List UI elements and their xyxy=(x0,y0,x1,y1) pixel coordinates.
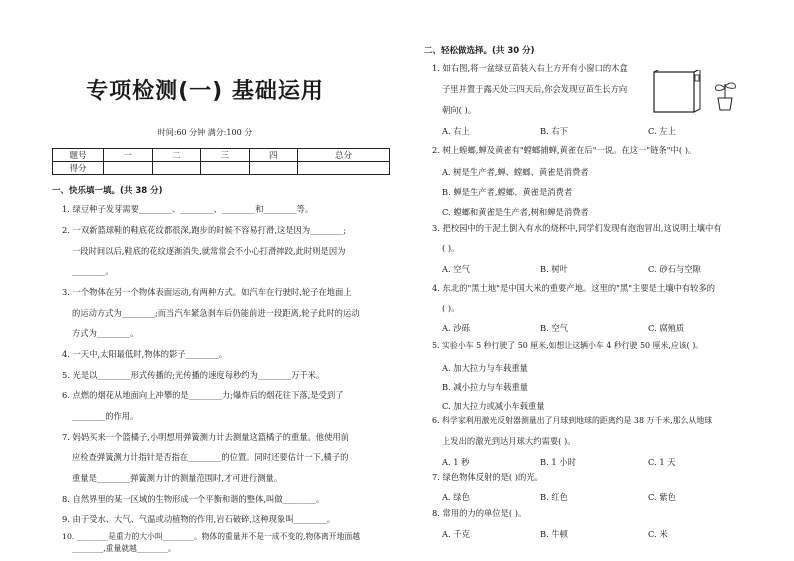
choice-option[interactable]: C. 加大拉力或减小车载重量 xyxy=(442,401,545,411)
choice-option[interactable]: C. 左上 xyxy=(648,126,676,136)
choice-option[interactable]: B. 红色 xyxy=(540,492,568,502)
fill-line: 重量是________弹簧测力计的测量范围时,才可进行测量。 xyxy=(72,473,283,483)
choice-option[interactable]: B. 空气 xyxy=(540,323,568,333)
choice-option[interactable]: A. 空气 xyxy=(442,264,470,274)
score-value-row xyxy=(53,162,390,175)
choice-option[interactable]: A. 1 秒 xyxy=(442,457,470,467)
choice-option[interactable]: A. 千克 xyxy=(442,529,470,539)
fill-line: 3. 一个物体在另一个物体表面运动,有两种方式。如汽车在行驶时,轮子在地面上 xyxy=(62,287,352,297)
fill-line: 8. 自然界里的某一区域的生物形成一个平衡和谐的整体,叫做________。 xyxy=(62,494,325,504)
choice-stem: 子里并置于露天处三四天后,你会发现豆苗生长方向 xyxy=(442,84,628,94)
choice-stem: 8. 常用的力的单位是( )。 xyxy=(432,508,527,518)
score-input-cell[interactable] xyxy=(201,162,250,175)
exam-meta: 时间:60 分钟 满分:100 分 xyxy=(157,128,253,137)
choice-option[interactable]: C. 砂石与空隙 xyxy=(648,264,701,274)
fill-line: 1. 绿豆种子发芽需要________、________、________和________等。 xyxy=(62,204,314,214)
score-input-cell[interactable] xyxy=(249,162,298,175)
choice-stem: ( )。 xyxy=(442,243,460,253)
fill-line: 10. ________是重力的大小叫________。物体的重量并不是一成不变的,物体离开地面越 xyxy=(62,532,361,541)
fill-line: ________,重量就越________。 xyxy=(72,544,176,553)
fill-line: 2. 一双新篮球鞋的鞋底花纹都很深,跑步的时候不容易打滑,这是因为________; xyxy=(62,225,347,235)
plant-pot-icon xyxy=(715,83,735,110)
choice-option[interactable]: A. 右上 xyxy=(442,126,470,136)
fill-line: 4. 一天中,太阳最低时,物体的影子________。 xyxy=(62,349,228,359)
choice-stem: 4. 东北的"黑土地"是中国大米的重要产地。这里的"黑"主要是土壤中有较多的 xyxy=(432,283,716,293)
window-icon xyxy=(695,75,699,81)
choice-option[interactable]: A. 加大拉力与车载重量 xyxy=(442,363,528,373)
choice-option[interactable]: C. 腐殖质 xyxy=(648,323,685,333)
choice-stem: 5. 实验小车 5 秒行驶了 50 厘米,如想让这辆小车 4 秒行驶 50 厘米,应该( )。 xyxy=(432,341,704,350)
fill-line: ________的作用。 xyxy=(72,411,139,421)
choice-option[interactable]: A. 树是生产者,蝉、螳螂、黄雀是消费者 xyxy=(442,167,589,177)
choice-option[interactable]: B. 减小拉力与车载重量 xyxy=(442,382,529,392)
score-header-row xyxy=(53,149,390,162)
choice-stem: 2. 树上蝗螂,蝉及黄雀有"螳螂捕蝉,黄雀在后"一说。在这一"链条"中( )。 xyxy=(432,145,697,155)
fill-line: 一段时间以后,鞋底的花纹逐渐消失,就常常会不小心打滑摔跤,此时则是因为 xyxy=(72,246,346,256)
section2-heading: 二、轻松做选择。(共 30 分) xyxy=(424,46,535,56)
score-cell: 题号 xyxy=(53,149,104,162)
choice-stem: 7. 绿色物体反射的是( )的光。 xyxy=(432,472,543,482)
fill-line: 5. 光是以________形式传播的;光传播的速度每秒约为________万千米。 xyxy=(62,370,325,380)
score-cell: 一 xyxy=(104,149,153,162)
fill-line: 方式为________。 xyxy=(72,328,139,338)
choice-option[interactable]: B. 树叶 xyxy=(540,264,568,274)
score-cell: 三 xyxy=(201,149,250,162)
choice-option[interactable]: C. 米 xyxy=(648,529,668,539)
score-table xyxy=(52,148,390,175)
choice-option[interactable]: A. 沙砾 xyxy=(442,323,470,333)
choice-stem: ( )。 xyxy=(442,303,460,313)
fill-line: 的运动方式为________;而当汽车紧急刹车后仍能前进一段距离,轮子此时的运动 xyxy=(72,308,360,318)
choice-stem: 3. 把校园中的干泥土倒入有水的烧杯中,同学们发现有泡泡冒出,这说明土壤中有 xyxy=(432,223,722,233)
score-input-cell[interactable] xyxy=(152,162,201,175)
choice-stem: 6. 科学家利用激光反射器测量出了月球到地球的距离约是 38 万千米,那么从地球 xyxy=(432,416,713,425)
score-cell: 四 xyxy=(249,149,298,162)
score-input-cell[interactable] xyxy=(104,162,153,175)
choice-stem: 1. 如右图,将一盆绿豆苗装入右上方开有小窗口的木盒 xyxy=(432,63,628,73)
fill-line: 应检查弹簧测力计指针是否指在________的位置。同时还要估计一下,橘子的 xyxy=(72,452,349,462)
choice-option[interactable]: B. 牛顿 xyxy=(540,529,568,539)
page-title: 专项检测(一) 基础运用 xyxy=(86,79,324,104)
section1-heading: 一、快乐填一填。(共 38 分) xyxy=(52,186,163,196)
choice-option[interactable]: C. 1 天 xyxy=(648,457,676,467)
choice-option[interactable]: B. 1 小时 xyxy=(540,457,576,467)
score-cell: 得分 xyxy=(53,162,104,175)
fill-line: 7. 妈妈买来一个篮橘子,小明想用弹簧测力计去测量这篮橘子的重量。他使用前 xyxy=(62,432,349,442)
choice-stem: 上发出的激光到达月球大约需要( )。 xyxy=(442,436,576,446)
bean-box-figure xyxy=(652,70,742,114)
fill-line: 9. 由于受水、大气、气温或动植物的作用,岩石破碎,这种现象叫________。 xyxy=(62,514,336,524)
choice-option[interactable]: B. 蝉是生产者,螳螂、黄雀是消费者 xyxy=(442,187,573,197)
choice-option[interactable]: B. 右下 xyxy=(540,126,568,136)
score-input-cell[interactable] xyxy=(298,162,390,175)
choice-option[interactable]: A. 绿色 xyxy=(442,492,470,502)
fill-line: 6. 点燃的烟花从地面向上冲攀的是________力;爆炸后的烟花往下落,是受到了 xyxy=(62,390,344,400)
wooden-box-icon xyxy=(654,72,694,112)
score-cell: 总分 xyxy=(298,149,390,162)
score-cell: 二 xyxy=(152,149,201,162)
choice-option[interactable]: C. 紫色 xyxy=(648,492,676,502)
choice-option[interactable]: C. 螳螂和黄雀是生产者,树和蝉是消费者 xyxy=(442,207,589,217)
choice-stem: 朝向( )。 xyxy=(442,105,477,115)
fill-line: ________。 xyxy=(72,266,114,276)
